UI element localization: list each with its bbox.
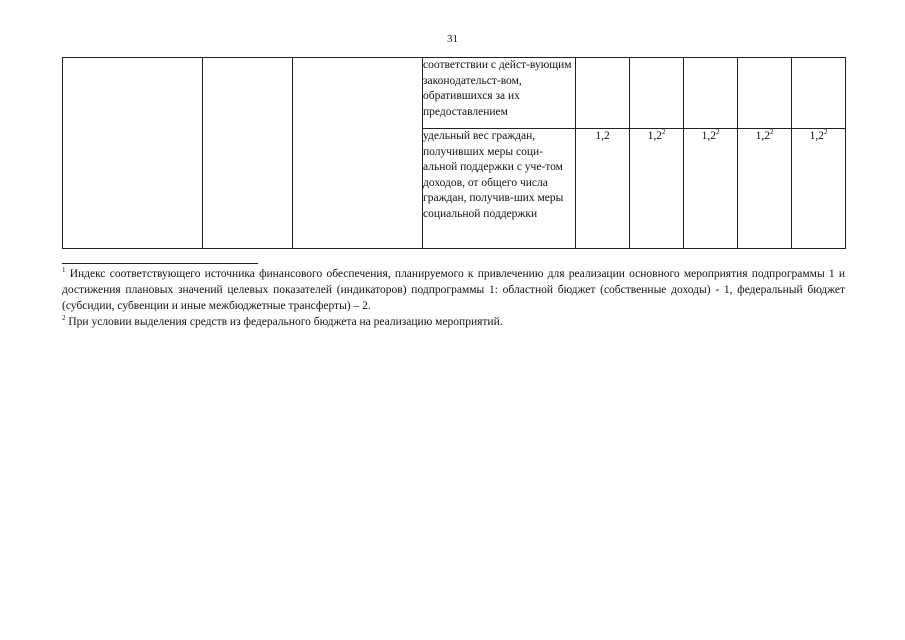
indicator-value: 1,2 <box>701 130 716 143</box>
footnote-separator <box>62 263 258 264</box>
indicator-description-cell: удельный вес граждан, получивших меры соци-альной поддержки с уче-том доходов, от общего числа граждан, получив-ших меры социальной поддержки <box>423 129 576 249</box>
indicator-value: 1,2 <box>755 130 770 143</box>
footnote-text: При условии выделения средств из федерального бюджета на реализацию мероприятий. <box>65 316 503 328</box>
indicator-value: 1,2 <box>595 130 610 143</box>
indicator-value-cell <box>630 129 684 249</box>
table-cell-empty <box>684 58 738 129</box>
table-cell-empty <box>63 58 203 249</box>
footnote-ref: 2 <box>769 128 774 137</box>
table-cell-empty <box>293 58 423 249</box>
indicator-value-cell <box>738 129 792 249</box>
footnote-mark: 1 <box>62 266 66 275</box>
footnote-ref: 2 <box>715 128 720 137</box>
footnotes <box>62 266 845 330</box>
indicator-value: 1,2 <box>809 130 824 143</box>
table-row <box>63 58 846 129</box>
indicator-value-cell <box>576 129 630 249</box>
page-number: 31 <box>447 33 458 45</box>
indicator-value-cell <box>792 129 846 249</box>
indicators-table <box>62 57 846 249</box>
indicator-value: 1,2 <box>647 130 662 143</box>
indicator-value-cell <box>684 129 738 249</box>
table-cell-empty <box>792 58 846 129</box>
table-cell-empty <box>738 58 792 129</box>
table-cell-empty <box>576 58 630 129</box>
table-cell-empty <box>203 58 293 249</box>
footnote-2 <box>62 314 845 330</box>
footnote-ref: 2 <box>661 128 666 137</box>
footnote-1 <box>62 266 845 314</box>
table-cell-empty <box>630 58 684 129</box>
footnote-ref: 2 <box>823 128 828 137</box>
footnote-mark: 2 <box>62 314 66 323</box>
footnote-text: Индекс соответствующего источника финансового обеспечения, планируемого к привлечению для реализации основного мероприятия подпрограммы 1 и достижения плановых значений целевых показателей (индикаторов) подпрограммы 1: областной бюджет (собственные доходы) - 1, федеральный бюджет (субсидии, субвенции и иные межбюджетные трансферты) – 2. <box>62 268 845 312</box>
indicator-description-cell: соответствии с дейст-вующим законодательст-вом, обратившихся за их предоставлением <box>423 58 576 129</box>
